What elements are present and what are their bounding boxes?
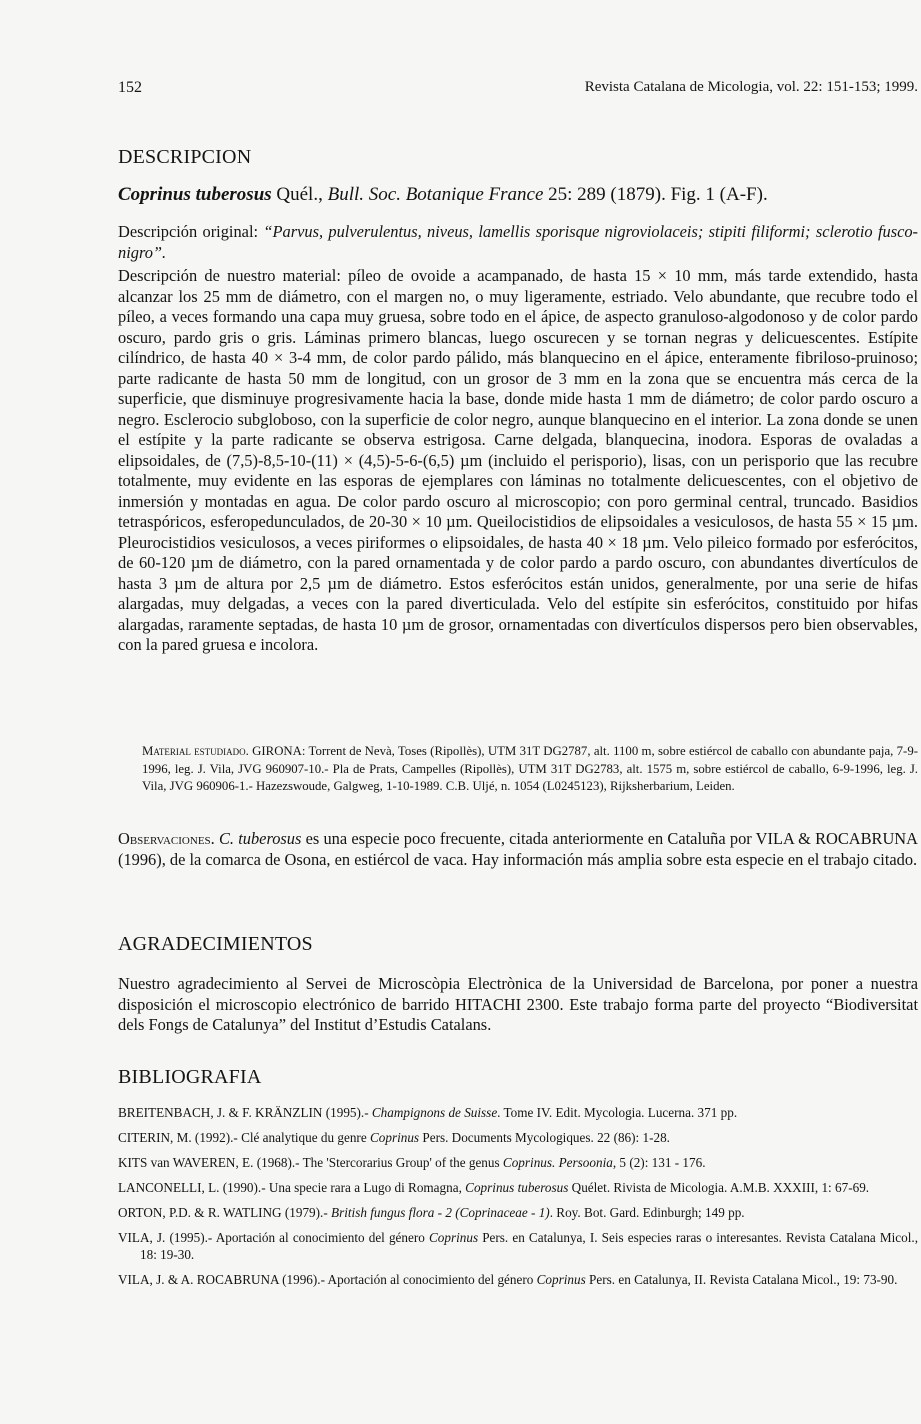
bib-entry: LANCONELLI, L. (1990).- Una specie rara a Lugo di Romagna, Coprinus tuberosus Quélet. Rivista de Micologia. A.M.B. XXXIII, 1: 67-69. <box>118 1180 870 1195</box>
journal-citation: Revista Catalana de Micologia, vol. 22: 151-153; 1999. <box>584 79 918 95</box>
heading-descripcion: DESCRIPCION <box>118 146 252 168</box>
bibliography-list <box>118 1104 918 1296</box>
bib-entry: ORTON, P.D. & R. WATLING (1979).- British fungus flora - 2 (Coprinaceae - 1). Roy. Bot. Gard. Edinburgh; 149 pp. <box>118 1205 745 1220</box>
acknowledgements-text: Nuestro agradecimiento al Servei de Microscòpia Electrònica de la Universidad de Barcelona, por poner a nuestra disposición el microscopio electrónico de barrido HITACHI 2300. Este trabajo forma parte del proyecto “Biodiversitat dels Fongs de Catalunya” del Institut d’Estudis Catalans. <box>118 974 918 1034</box>
species-publication: Bull. Soc. Botanique France <box>327 184 544 205</box>
obs-text: es una especie poco frecuente, citada anteriormente en Cataluña por VILA & ROCABRUNA (1996), de la comarca de Osona, en estiércol de vaca. Hay información más amplia sobre esta especie en el trabajo citado. <box>118 829 918 869</box>
species-title <box>118 184 768 206</box>
material-studied <box>142 743 918 796</box>
material-description: Descripción de nuestro material: píleo de ovoide a acampanado, de hasta 15 × 10 mm, más tarde extendido, hasta alcanzar los 25 mm de diámetro, con el margen no, o muy ligeramente, estriado. Velo abundante, que recubre todo el píleo, a veces formando una capa muy gruesa, sobre todo en el ápice, de aspecto granuloso-algodonoso y de color pardo oscuro, pardo gris o gris. Láminas primero blancas, luego oscurecen y se tornan negras y delicuescentes. Estípite cilíndrico, de hasta 40 × 3-4 mm, de color pardo pálido, más blanquecino en el ápice, enteramente fibriloso-pruinoso; parte radicante de hasta 50 mm de longitud, con un grosor de 3 mm en la zona que se encuentra más cerca de la superficie, que disminuye progresivamente hacia la base, donde mide hasta 1 mm de diámetro; de color pardo oscuro a negro. Esclerocio subgloboso, con la superficie de color negro, aunque blanquecino en el interior. La zona donde se unen el estípite y la parte radicante se observa estrigosa. Carne delgada, blanquecina, inodora. Esporas de ovaladas a elipsoidales, de (7,5)-8,5-10-(11) × (4,5)-5-6-(6,5) µm (incluido el perisporio), lisas, con un perisporio que las recubre totalmente, muy evidente en las esporas de ejemplares con láminas no totalmente delicuescentes, con el objetivo de inmersión y montadas en agua. De color pardo oscuro al microscopio; con poro germinal central, truncado. Basidios tetraspóricos, esferopedunculados, de 20-30 × 10 µm. Queilocistidios de elipsoidales a vesiculosos, de hasta 55 × 15 µm. Pleurocistidios vesiculosos, a veces piriformes o elipsoidales, de hasta 40 × 18 µm. Velo pileico formado por esferócitos, de 60-120 µm de diámetro, con la pared ornamentada y de color pardo a pardo oscuro, con abundantes divertículos de hasta 3 µm de altura por 2,5 µm de diámetro. Estos esferócitos están unidos, generalmente, por una serie de hifas alargadas, muy delgadas, a veces con la pared diverticulada. Velo del estípite sin esferócitos, constituido por hifas alargadas, raramente septadas, de hasta 10 µm de grosor, ornamentadas con divertículos dispersos pero bien observables, con la pared gruesa e incolora. <box>118 266 918 654</box>
heading-agradecimientos: AGRADECIMIENTOS <box>118 933 313 955</box>
original-label: Descripción original: <box>118 222 259 241</box>
original-description <box>118 222 918 263</box>
material-label: Material estudiado. <box>142 744 249 758</box>
obs-species: C. tuberosus <box>218 829 302 848</box>
bib-entry: BREITENBACH, J. & F. KRÄNZLIN (1995).- Champignons de Suisse. Tome IV. Edit. Mycologia. Lucerna. 371 pp. <box>118 1105 738 1120</box>
original-text: “Parvus, pulverulentus, niveus, lamellis sporisque nigroviolaceis; stipiti filiformi; sclerotio fusco-nigro”. <box>118 222 918 262</box>
material-text: GIRONA: Torrent de Nevà, Toses (Ripollès), UTM 31T DG2787, alt. 1100 m, sobre estiércol de caballo con abundante paja, 7-9-1996, leg. J. Vila, JVG 960907-10.- Pla de Prats, Campelles (Ripollès), UTM 31T DG2783, alt. 1575 m, sobre estiércol de caballo, 6-9-1996, leg. J. Vila, JVG 960906-1.- Hazezswoude, Galgweg, 1-10-1989. C.B. Uljé, n. 1054 (L0245123), Rijksherbarium, Leiden. <box>142 744 918 794</box>
bib-entry: VILA, J. (1995).- Aportación al conocimiento del género Coprinus Pers. en Catalunya, I. Seis especies raras o interesantes. Revista Catalana Micol., 18: 19-30. <box>118 1230 918 1262</box>
heading-bibliografia: BIBLIOGRAFIA <box>118 1066 262 1088</box>
bib-entry: KITS van WAVEREN, E. (1968).- The 'Stercorarius Group' of the genus Coprinus. Persoonia, 5 (2): 131 - 176. <box>118 1155 706 1170</box>
bib-entry: VILA, J. & A. ROCABRUNA (1996).- Aportación al conocimiento del género Coprinus Pers. en Catalunya, II. Revista Catalana Micol., 19: 73-90. <box>118 1272 898 1287</box>
species-author: Quél., <box>276 184 323 205</box>
bib-entry: CITERIN, M. (1992).- Clé analytique du genre Coprinus Pers. Documents Mycologiques. 22 (86): 1-28. <box>118 1130 670 1145</box>
species-name: Coprinus tuberosus <box>118 184 272 205</box>
obs-label: Observaciones. <box>118 829 215 848</box>
observaciones <box>118 829 918 870</box>
species-citation: 25: 289 (1879). Fig. 1 (A-F). <box>548 184 768 205</box>
page-number: 152 <box>118 79 142 96</box>
